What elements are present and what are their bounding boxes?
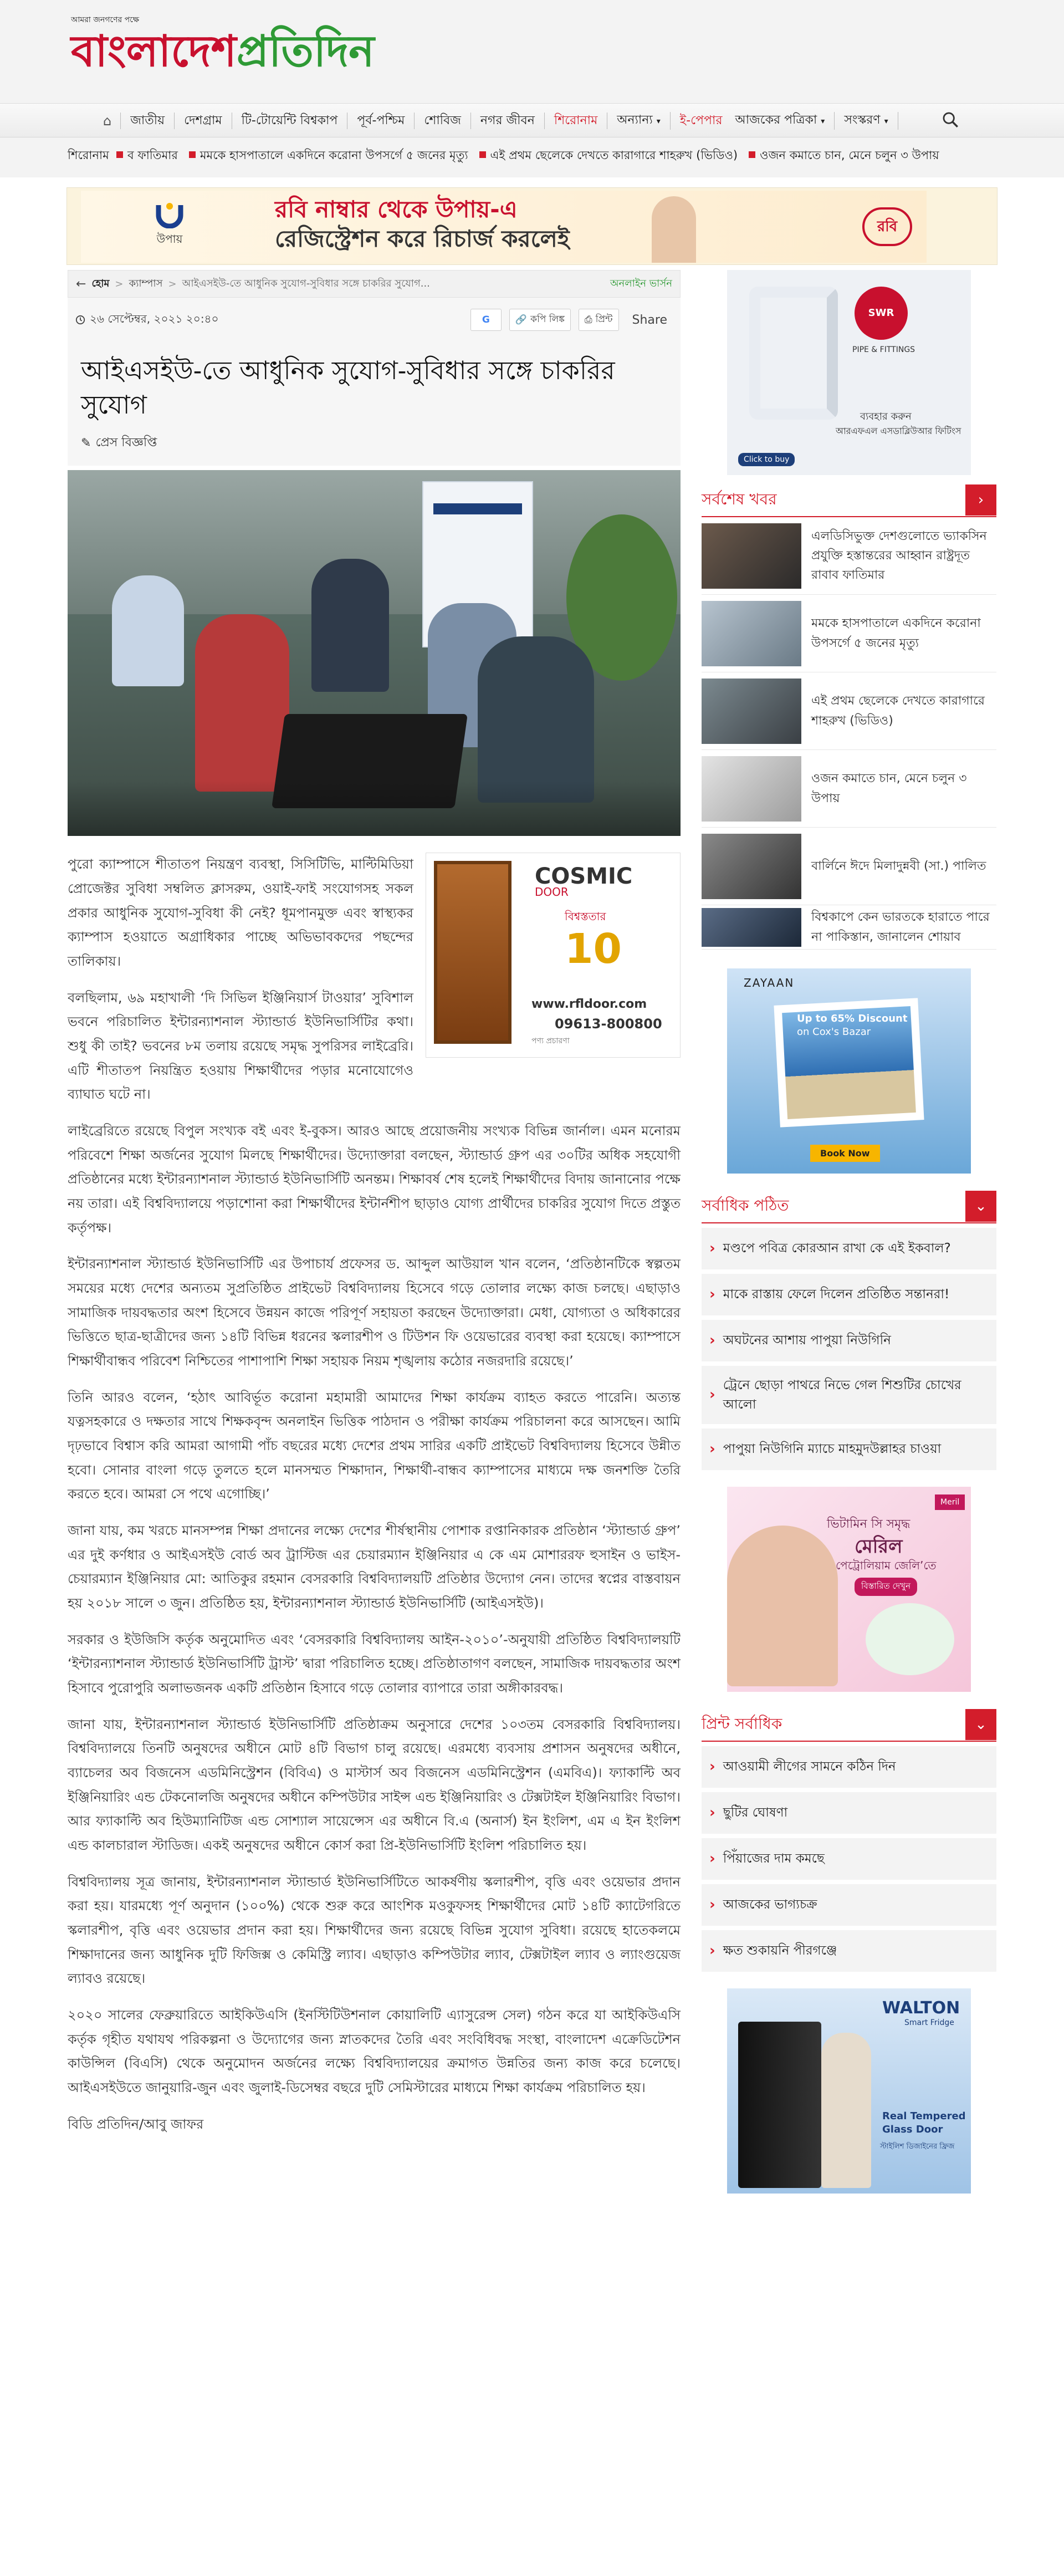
list-item[interactable]: › অঘটনের আশায় পাপুয়া নিউগিনি bbox=[702, 1320, 996, 1361]
ad-line1: রবি নাম্বার থেকে উপায়-এ bbox=[275, 196, 518, 223]
copy-link-button[interactable]: 🔗 কপি লিঙ্ক bbox=[509, 309, 571, 331]
ticker-item[interactable]: ব ফাতিমার bbox=[115, 146, 188, 166]
article-paragraph: সরকার ও ইউজিসি কর্তৃক অনুমোদিত এবং ‘বেসরকারি বিশ্ববিদ্যালয় আইন-২০১০’-অনুযায়ী প্রতিষ্ঠিত বিশ্ববিদ্যালয়টি ‘ইন্টারন্যাশনাল স্ট্যান্ডার্ড ইউনিভার্সিটি ট্রাস্ট’ দ্বারা পরিচালিত হচ্ছে। প্রতিষ্ঠাতাগণ বলছেন, সামাজিক দায়বদ্ধতার অংশ হিসাবে পুরোপুরি অলাভজনক একটি প্রতিষ্ঠান হিসাবে গড়ে তোলার ব্যাপারে তারা অঙ্গীকারবদ্ধ। bbox=[68, 1631, 681, 1696]
list-item[interactable]: বিশ্বকাপে কেন ভারতকে হারাতে পারে না পাকিস্তান, জানালেন শোয়াব bbox=[702, 905, 996, 950]
article-paragraph: পুরো ক্যাম্পাসে শীতাতপ নিয়ন্ত্রণ ব্যবস্থা, সিসিটিভি, মাল্টিমিডিয়া প্রোজেক্টর সুবিধা সম্বলিত ক্লাসরুম, ওয়াই-ফাই সংযোগসহ সকল প্রকার আধুনিক সুযোগ-সুবিধা কী নেই? ধূমপানমুক্ত এবং স্বাস্থ্যকর ক্যাম্পাস হওয়াতে অগ্রাধিকার পাচ্ছে অভিভাবকদের পছন্দের তালিকায়। bbox=[68, 856, 413, 969]
home-icon[interactable]: ⌂ bbox=[94, 113, 121, 129]
nav-item-todays-paper[interactable]: আজকের পত্রিকা ▾ bbox=[725, 112, 835, 130]
ad-person-image bbox=[652, 196, 696, 263]
list-item[interactable]: › মণ্ডপে পবিত্র কোরআন রাখা কে এই ইকবাল? bbox=[702, 1228, 996, 1269]
logo-tagline: আমরা জনগণের পক্ষে bbox=[71, 16, 140, 24]
article-meta bbox=[68, 298, 681, 342]
robi-logo: রবি bbox=[862, 207, 912, 246]
article-paragraph: লাইব্রেরিতে রয়েছে বিপুল সংখ্যক বই এবং ই-বুকস। আরও আছে প্রয়োজনীয় সংখ্যক বিভিন্ন জার্নাল। এমন মনোরম পরিবেশে শিক্ষা অর্জনের সুযোগ মিলছে শিক্ষার্থীদের। উদ্যোক্তারা বলছেন, স্ট্যান্ডার্ড গ্রুপ এর ৩০টির অধিক সহযোগী প্রতিষ্ঠানের মধ্যে ইন্টারন্যাশনাল স্ট্যান্ডার্ড ইউনিভার্সিটি অনন্তম। শিক্ষাবর্ষ শেষ হলেই শিক্ষার্থীদের বিদায় জানানোর পক্ষে নয় তারা। এই বিশ্ববিদ্যালয়ে পড়াশোনা করা শিক্ষার্থীদের ইন্টার্নশীপ ছাড়াও যোগ্য প্রার্থীদের চাকরির সুযোগ দিতে প্রস্তুত কর্তৃপক্ষ। bbox=[68, 1123, 681, 1236]
chevron-down-icon: ▾ bbox=[884, 117, 888, 126]
book-now-button[interactable]: Book Now bbox=[810, 1145, 880, 1162]
list-item[interactable]: › আজকের ভাগ্যচক্র bbox=[702, 1884, 996, 1926]
sidebar bbox=[702, 270, 996, 2194]
news-ticker bbox=[0, 142, 1064, 171]
side-ad-zayaan[interactable]: ZAYAAN Up to 65% Discount on Cox's Bazar Book Now bbox=[727, 968, 971, 1174]
news-thumbnail bbox=[702, 756, 801, 822]
list-item[interactable]: › পিঁয়াজের দাম কমছে bbox=[702, 1838, 996, 1880]
nav-item-showbiz[interactable]: শোবিজ bbox=[415, 113, 471, 129]
side-ad-meril[interactable]: ভিটামিন সি সমৃদ্ধ মেরিল পেট্রোলিয়াম জেলি’তে বিস্তারিত দেখুন Meril bbox=[727, 1487, 971, 1692]
breadcrumb bbox=[68, 270, 681, 298]
breadcrumb-current: আইএসইউ-তে আধুনিক সুযোগ-সুবিধার সঙ্গে চাকরির সুযোগ... bbox=[182, 277, 430, 289]
nav-item-editions[interactable]: সংস্করণ ▾ bbox=[835, 112, 898, 130]
edition-label: অনলাইন ভার্সন bbox=[610, 277, 672, 289]
breadcrumb-home[interactable]: হোম bbox=[91, 277, 110, 289]
article-paragraph: ইন্টারন্যাশনাল স্ট্যান্ডার্ড ইউনিভার্সিটি এর উপাচার্য প্রফেসর ড. আব্দুল আউয়াল খান বলেন, ‘প্রতিষ্ঠানটিকে স্বল্পতম সময়ের মধ্যে দেশের অন্যতম সুপ্রতিষ্ঠিত প্রাইভেট বিশ্ববিদ্যালয় হিসেবে গড়ে তোলার লক্ষ্যে কাজ চলছে। এছাড়াও সামাজিক দায়বদ্ধতার অংশ হিসেবে উন্নয়ন কাজে পরিপূর্ণ সহায়তা করছেন উদ্যোক্তারা। মেধা, যোগ্যতা ও অধিকারের ভিত্তিতে ছাত্র-ছাত্রীদের জন্য ১৪টি বিভিন্ন ধরনের স্কলারশীপ ও টিউশন ফি ওয়েভারের ব্যবস্থা করা হয়েছে। ক্যাম্পাসে শিক্ষার্থীবান্ধব পরিবেশ নিশ্চিতের পাশাপাশি শিক্ষা সহায়ক নিয়ম শৃঙ্খলায় কঠোর নজরদারি রয়েছে।’ bbox=[68, 1256, 681, 1369]
print-most-list bbox=[702, 1746, 996, 1972]
breadcrumb-separator: > bbox=[168, 278, 177, 290]
print-button[interactable]: ⎙ প্রিন্ট bbox=[579, 309, 619, 331]
list-item[interactable]: › আওয়ামী লীগের সামনে কঠিন দিন bbox=[702, 1746, 996, 1788]
news-thumbnail bbox=[702, 601, 801, 666]
latest-news-list bbox=[702, 517, 996, 950]
site-logo[interactable] bbox=[71, 13, 375, 74]
chevron-down-icon[interactable]: ⌄ bbox=[965, 1191, 996, 1222]
nav-item-others[interactable]: অন্যান্য ▾ bbox=[607, 112, 671, 130]
nav-item-headlines[interactable]: শিরোনাম bbox=[545, 113, 607, 129]
list-item[interactable]: › ছুটির ঘোষণা bbox=[702, 1792, 996, 1834]
clock-icon bbox=[75, 315, 85, 325]
news-thumbnail bbox=[702, 679, 801, 744]
search-icon[interactable] bbox=[941, 110, 960, 129]
article-hero-image bbox=[68, 470, 681, 836]
latest-news-header: সর্বশেষ খবর › bbox=[702, 484, 996, 517]
chevron-right-icon[interactable]: › bbox=[965, 484, 996, 516]
ticker-item[interactable]: ওজন কমাতে চান, মেনে চলুন ৩ উপায় bbox=[748, 146, 949, 166]
list-item[interactable]: › ক্ষত শুকায়নি পীরগঞ্জে bbox=[702, 1930, 996, 1972]
chevron-down-icon[interactable]: ⌄ bbox=[965, 1709, 996, 1740]
logo-part2: প্রতিদিন bbox=[236, 26, 375, 76]
most-read-header: সর্বাধিক পঠিত ⌄ bbox=[702, 1190, 996, 1223]
nav-item-epaper[interactable]: ই-পেপার bbox=[679, 114, 723, 127]
list-item[interactable]: › মাকে রাস্তায় ফেলে দিলেন প্রতিষ্ঠিত সন্তানরা! bbox=[702, 1274, 996, 1315]
top-ad-banner[interactable] bbox=[81, 191, 927, 263]
nav-item-t20[interactable]: টি-টোয়েন্টি বিশ্বকাপ bbox=[232, 113, 348, 129]
logo-part1: বাংলাদেশ bbox=[71, 26, 237, 76]
main-nav bbox=[0, 103, 1064, 137]
article-paragraph: জানা যায়, ইন্টারন্যাশনাল স্ট্যান্ডার্ড ইউনিভার্সিটি প্রতিষ্ঠাক্রম অনুসারে দেশের ১০৩তম বেসরকারি বিশ্ববিদ্যালয়। বিশ্ববিদ্যালয়ে তিনটি অনুষদের অধীনে মোট ৪টি বিভাগ চালু রয়েছে। এরমধ্যে ব্যবসায় প্রশাসন অনুষদের অধীনে, ব্যাচেলর অব বিজনেস এডমিনিস্ট্রেশন (বিবিএ) ও মাস্টার্স অব বিজনেস এডমিনিস্ট্রেশন (এমবিএ)। ফ্যাকাল্টি অব ইঞ্জিনিয়ারিং এন্ড টেকনোলজি অনুষদের অধীনে কম্পিউটার সাইন্স এন্ড ইঞ্জিনিয়ারিং ও টেক্সটাইল ইঞ্জিনিয়ারিং বিভাগ। আর ফ্যাকাল্টি অব হিউম্যানিটিজ এন্ড সোশ্যাল সায়েন্সেস এর অধীনে বি.এ (অনার্স) ইন ইংলিশ, এম এ ইন ইংলিশ এন্ড কালচারাল স্টাডিজ। একই অনুষদের অধীনে কোর্স করা প্রি-ইউনিভার্সিটি ইংলিশ পরিচালিত হয়। bbox=[68, 1716, 681, 1854]
google-news-button[interactable]: G bbox=[470, 309, 502, 331]
nav-item-city-life[interactable]: নগর জীবন bbox=[471, 113, 545, 129]
ticker-item[interactable]: মমকে হাসপাতালে একদিনে করোনা উপসর্গে ৫ জনের মৃত্যু bbox=[188, 146, 478, 166]
news-thumbnail bbox=[702, 523, 801, 589]
side-ad-swr[interactable]: SWR PIPE & FITTINGS ব্যবহার করুন আরএফএল এসডাব্লিউআর ফিটিংস Click to buy bbox=[727, 270, 971, 475]
most-read-list bbox=[702, 1228, 996, 1470]
article-body bbox=[68, 853, 681, 2136]
chevron-down-icon: ▾ bbox=[656, 117, 661, 126]
upay-icon bbox=[153, 201, 186, 228]
ticker-label: শিরোনাম bbox=[68, 149, 109, 162]
article-title: আইএসইউ-তে আধুনিক সুযোগ-সুবিধার সঙ্গে চাকরির সুযোগ bbox=[68, 342, 681, 427]
article-paragraph: বলছিলাম, ৬৯ মহাখালী ‘দি সিভিল ইঞ্জিনিয়ার্স টাওয়ার’ সুবিশাল ভবনে পরিচালিত ইন্টারন্যাশনাল স্ট্যান্ডার্ড ইউনিভার্সিটির কথা। শুধু কী তাই? ভবনের ৮ম তলায় রয়েছে সমৃদ্ধ সুপরিসর লাইব্রেরি। এটি শীতাতপ নিয়ন্ত্রিত হওয়ায় শিক্ষার্থীদের পড়ার মনোযোগেও ব্যাঘাত ঘটে না। bbox=[68, 989, 413, 1103]
nav-item-country[interactable]: দেশগ্রাম bbox=[175, 113, 232, 129]
inline-ad-cosmic-door[interactable]: COSMIC DOOR বিশ্বস্ততার 10 www.rfldoor.com 09613-800800 পণ্য প্রচারণা bbox=[426, 853, 681, 1058]
click-to-buy-button[interactable]: Click to buy bbox=[738, 453, 795, 466]
article-paragraph: বিশ্ববিদ্যালয় সূত্র জানায়, ইন্টারন্যাশনাল স্ট্যান্ডার্ড ইউনিভার্সিটিতে আকর্ষণীয় স্কলারশীপ, বৃত্তি এবং ওয়েভার প্রদান করা হয়। যারমধ্যে পূর্ণ অনুদান (১০০%) থেকে শুরু করে আংশিক মওকুফসহ শিক্ষার্থীদের মোট ১৪টি ক্যাটেগরিতে স্কলারশীপ, বৃত্তি এবং ওয়েভার প্রদান করা হয়। শিক্ষার্থীদের জন্য রয়েছে বিভিন্ন সুযোগ সুবিধা। রয়েছে হাতেকলমে শিক্ষাদানের জন্য আধুনিক দুটি ফিজিক্স ও কেমিস্ট্রি ল্যাব। এছাড়াও কম্পিউটার ল্যাব, টেক্সটাইল ল্যাব ও ল্যাংগুয়েজ ল্যাবও রয়েছে। bbox=[68, 1874, 681, 1987]
ad-brand: COSMIC bbox=[535, 864, 633, 890]
article-byline: বিডি প্রতিদিন/আবু জাফর bbox=[68, 2116, 204, 2132]
breadcrumb-section[interactable]: ক্যাম্পাস bbox=[129, 277, 163, 289]
news-thumbnail bbox=[702, 908, 801, 947]
list-item[interactable]: › পাপুয়া নিউগিনি ম্যাচে মাহমুদউল্লাহর চাওয়া bbox=[702, 1429, 996, 1470]
list-item[interactable]: বার্লিনে ঈদে মিলাদুন্নবী (সা.) পালিত bbox=[702, 828, 996, 905]
upay-logo: উপায় bbox=[147, 201, 192, 245]
article-paragraph: ২০২০ সালের ফেব্রুয়ারিতে আইকিউএসি (ইনস্টিটিউশনাল কোয়ালিটি এ্যাসুরেন্স সেল) গঠন করে যা আইকিউএসি কর্তৃক গৃহীত যথাযথ পরিকল্পনা ও উদ্যোগের জন্য স্নাতকদের তৈরি এবং সংবিধিবদ্ধ সংস্থা, বাংলাদেশ এক্রেডিটেশন কাউন্সিল (বিএসি) থেকে অনুমোদন অর্জনের লক্ষ্যে বিশ্ববিদ্যালয়ের ক্রমাগত উন্নতির জন্য কাজ করে চলেছে। আইএসইউতে জানুয়ারি-জুন এবং জুলাই-ডিসেম্বর বছরে দুটি সেমিস্টারের মাধ্যমে শিক্ষা কার্যক্রম পরিচালিত হয়। bbox=[68, 2007, 681, 2096]
share-button[interactable]: Share bbox=[632, 313, 667, 327]
breadcrumb-separator: > bbox=[115, 278, 124, 290]
ticker-item[interactable]: এই প্রথম ছেলেকে দেখতে কারাগারে শাহরুখ (ভিডিও) bbox=[478, 146, 748, 166]
list-item[interactable]: › ট্রেনে ছোড়া পাথরে নিভে গেল শিশুটির চোখের আলো bbox=[702, 1366, 996, 1424]
print-icon: ⎙ bbox=[584, 314, 592, 325]
publish-date: ২৬ সেপ্টেম্বর, ২০২১ ২০:৪০ bbox=[90, 312, 219, 325]
back-arrow-icon[interactable]: ← bbox=[76, 277, 86, 291]
list-item[interactable]: মমকে হাসপাতালে একদিনে করোনা উপসর্গে ৫ জনের মৃত্যু bbox=[702, 595, 996, 672]
side-ad-walton[interactable]: WALTON Smart Fridge Real Tempered Glass Door স্টাইলিশ ডিজাইনের ফ্রিজ bbox=[727, 1988, 971, 2194]
article-paragraph: তিনি আরও বলেন, ‘হঠাৎ আবির্ভূত করোনা মহামারী আমাদের শিক্ষা কার্যক্রম ব্যাহত করতে পারেনি। অত্যন্ত যত্নসহকারে ও দক্ষতার সাথে শিক্ষকবৃন্দ অনলাইন ভিত্তিক পাঠদান ও পরীক্ষা কার্যক্রম পরিচালনা করে আসছেন। আমি দৃঢ়ভাবে বিশ্বাস করি আমরা আগামী পাঁচ বছরের মধ্যে দেশের প্রথম সারির একটি প্রাইভেট বিশ্ববিদ্যালয় হিসেবে উন্নীত হবো। সোনার বাংলা গড়ে তুলতে হলে মানসম্মত শিক্ষাদান, শিক্ষার্থী-বান্ধব ক্যাম্পাসের মাধ্যমে দক্ষ জনশক্তি তৈরি করতে হবে। আমরা সে পথে এগোচ্ছি।’ bbox=[68, 1389, 681, 1502]
list-item[interactable]: এলডিসিভুক্ত দেশগুলোতে ভ্যাকসিন প্রযুক্তি হস্তান্তরের আহ্বান রাষ্ট্রদূত রাবাব ফাতিমার bbox=[702, 517, 996, 595]
link-icon: 🔗 bbox=[515, 314, 528, 325]
ad-line2: রেজিস্ট্রেশন করে রিচার্জ করলেই bbox=[275, 225, 570, 252]
news-thumbnail bbox=[702, 834, 801, 899]
nav-item-east-west[interactable]: পূর্ব-পশ্চিম bbox=[347, 113, 415, 129]
list-item[interactable]: এই প্রথম ছেলেকে দেখতে কারাগারে শাহরুখ (ভিডিও) bbox=[702, 672, 996, 750]
nav-item-national[interactable]: জাতীয় bbox=[121, 113, 175, 129]
print-most-header: প্রিন্ট সর্বাধিক ⌄ bbox=[702, 1708, 996, 1742]
article-author: ✎ প্রেস বিজ্ঞপ্তি bbox=[68, 427, 681, 466]
pen-icon: ✎ bbox=[81, 436, 91, 451]
article-paragraph: জানা যায়, কম খরচে মানসম্পন্ন শিক্ষা প্রদানের লক্ষ্যে দেশের শীর্ষস্থানীয় পোশাক রপ্তানিকারক প্রতিষ্ঠান ‘স্ট্যান্ডার্ড গ্রুপ’ এর দুই কর্ণধার ও আইএসইউ বোর্ড অব ট্রাস্টিজ এর চেয়ারম্যান ইঞ্জিনিয়ার এ কে এম মোশাররফ হুসাইন ও ভাইস-চেয়ারম্যান ইঞ্জিনিয়ার মো: আতিকুর রহমান বেসরকারি বিশ্ববিদ্যালয়টি প্রতিষ্ঠার উদ্যোগ নেন। তাদের স্বপ্নের বাস্তবায়ন হয় ২০১৮ সালে ৩ জুন। প্রতিষ্ঠিত হয়, ইন্টারন্যাশনাল স্ট্যান্ডার্ড ইউনিভার্সিটি (আইএসইউ)। bbox=[68, 1522, 681, 1611]
chevron-down-icon: ▾ bbox=[821, 117, 825, 126]
article-column bbox=[68, 270, 681, 2149]
list-item[interactable]: ওজন কমাতে চান, মেনে চলুন ৩ উপায় bbox=[702, 750, 996, 828]
